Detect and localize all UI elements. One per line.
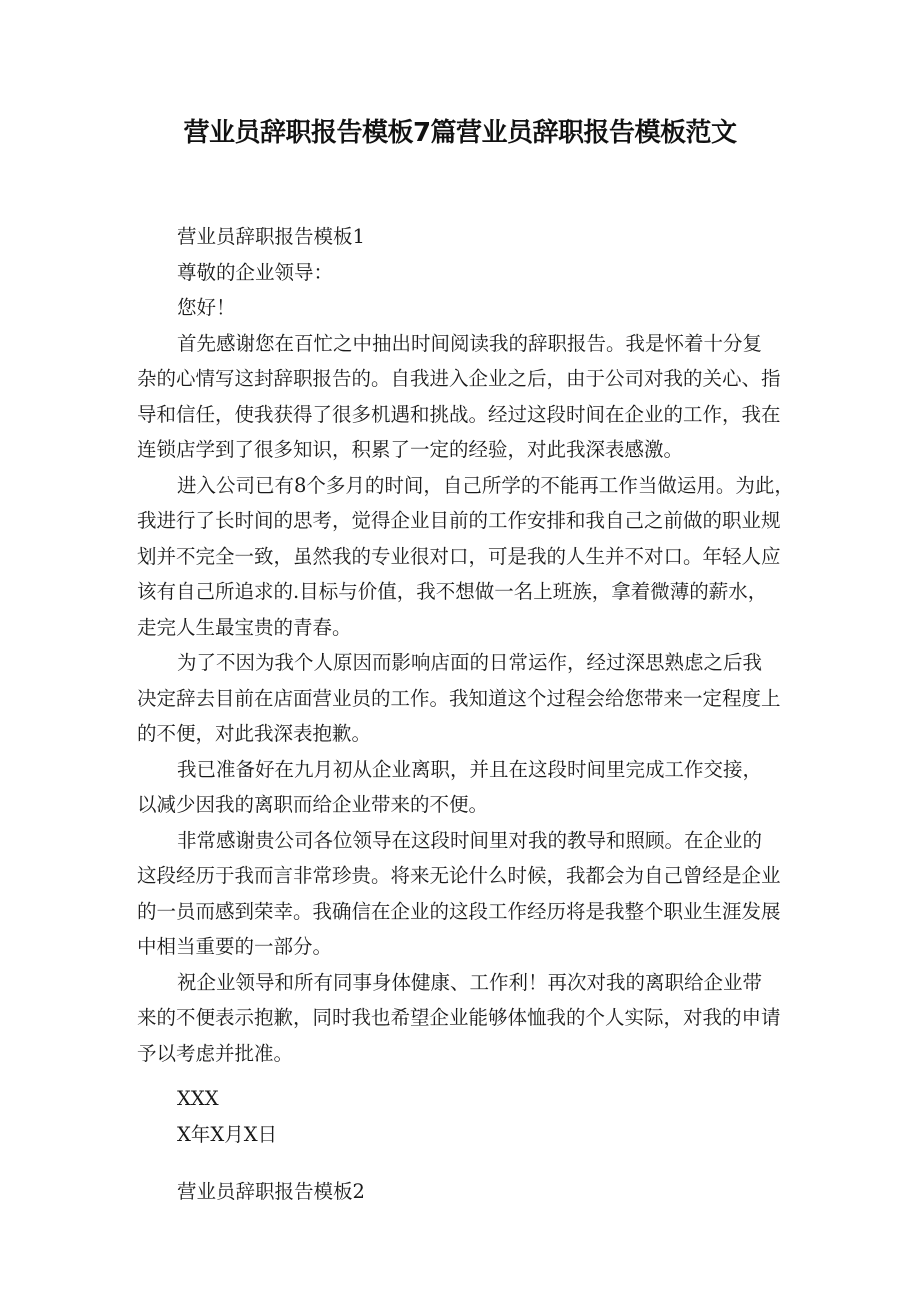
paragraph-line: 我进行了长时间的思考，觉得企业目前的工作安排和我自己之前做的职业规: [137, 509, 781, 532]
paragraph: [137, 752, 797, 823]
spacer: [137, 1152, 797, 1174]
paragraph-line: 的不便，对此我深表抱歉。: [137, 722, 372, 745]
paragraph-line: 决定辞去目前在店面营业员的工作。我知道这个过程会给您带来一定程度上: [137, 686, 781, 710]
paragraph-line: 以减少因我的离职而给企业带来的不便。: [137, 793, 489, 816]
spacer: [137, 1071, 797, 1081]
paragraph: [137, 823, 797, 965]
document-title: 营业员辞职报告模板7篇营业员辞职报告模板范文: [183, 118, 737, 148]
paragraph-line: 非常感谢贵公司各位领导在这段时间里对我的教导和照顾。在企业的: [177, 828, 763, 852]
section-heading: 营业员辞职报告模板1: [177, 225, 365, 248]
paragraph-line: 走完人生最宝贵的青春。: [137, 615, 352, 639]
paragraph-line: 划并不完全一致，虽然我的专业很对口，可是我的人生并不对口。年轻人应: [137, 544, 781, 568]
salutation: 尊敬的企业领导：: [177, 260, 334, 284]
document-body: [137, 219, 797, 1210]
paragraph-line: 进入公司已有8个多月的时间，自己所学的不能再工作当做运用。为此，: [177, 473, 794, 497]
paragraph-line: 祝企业领导和所有同事身体健康、工作利！再次对我的离职给企业带: [177, 970, 763, 994]
paragraph-line: 这段经历于我而言非常珍贵。将来无论什么时候，我都会为自己曾经是企业: [137, 864, 781, 887]
paragraph-line: 我已准备好在九月初从企业离职，并且在这段时间里完成工作交接，: [177, 757, 763, 781]
paragraph: [137, 326, 797, 468]
paragraph-line: 该有自己所追求的.目标与价值，我不想做一名上班族，拿着微薄的薪水，: [137, 580, 768, 603]
signature-date: X年X月X日: [177, 1122, 278, 1146]
paragraph: [137, 965, 797, 1072]
paragraph-line: 连锁店学到了很多知识，积累了一定的经验，对此我深表感激。: [137, 438, 684, 461]
paragraph: [137, 645, 797, 752]
paragraph-line: 首先感谢您在百忙之中抽出时间阅读我的辞职报告。我是怀着十分复: [177, 331, 763, 355]
paragraph-line: 来的不便表示抱歉，同时我也希望企业能够体恤我的个人实际，对我的申请: [137, 1006, 781, 1029]
paragraph-line: 导和信任，使我获得了很多机遇和挑战。经过这段时间在企业的工作，我在: [137, 402, 781, 426]
greeting: 您好！: [177, 296, 236, 319]
paragraph-line: 的一员而感到荣幸。我确信在企业的这段工作经历将是我整个职业生涯发展: [137, 899, 781, 923]
signature: XXX: [177, 1087, 219, 1110]
paragraph-line: 中相当重要的一部分。: [137, 935, 333, 958]
paragraph-line: 予以考虑并批准。: [137, 1041, 294, 1065]
section-heading: 营业员辞职报告模板2: [177, 1180, 365, 1203]
paragraph: [137, 468, 797, 646]
paragraph-line: 为了不因为我个人原因而影响店面的日常运作，经过深思熟虑之后我: [177, 651, 763, 674]
paragraph-line: 杂的心情写这封辞职报告的。自我进入企业之后，由于公司对我的关心、指: [137, 367, 781, 390]
